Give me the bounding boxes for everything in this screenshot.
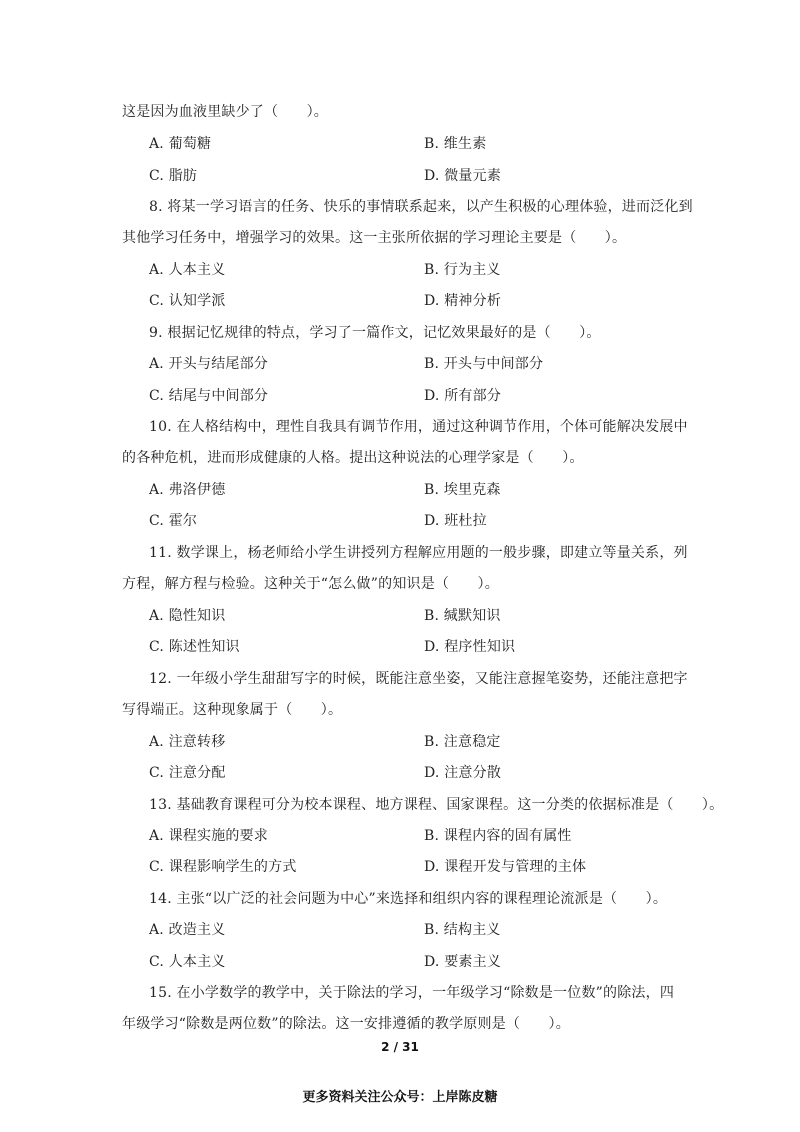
q7-option-b: B. 维生素 — [424, 136, 487, 152]
q7-option-c: C. 脂肪 — [149, 168, 198, 184]
q13-option-c: C. 课程影响学生的方式 — [149, 859, 297, 875]
q13-option-b: B. 课程内容的固有属性 — [424, 828, 572, 844]
q11-stem-line2: 方程，解方程与检验。这种关于“怎么做”的知识是（ ）。 — [122, 576, 499, 592]
q12-stem-line2: 写得端正。这种现象属于（ ）。 — [122, 702, 343, 718]
q7-option-a: A. 葡萄糖 — [149, 136, 212, 152]
q13-option-d: D. 课程开发与管理的主体 — [424, 859, 587, 875]
page-number: 2 / 31 — [381, 1040, 419, 1054]
q10-stem-line2: 的各种危机，进而形成健康的人格。提出这种说法的心理学家是（ ）。 — [122, 450, 584, 466]
q8-option-d: D. 精神分析 — [424, 293, 502, 309]
q14-option-d: D. 要素主义 — [424, 954, 502, 970]
q11-option-b: B. 缄默知识 — [424, 608, 501, 624]
q10-option-c: C. 霍尔 — [149, 513, 198, 529]
q10-option-b: B. 埃里克森 — [424, 482, 501, 498]
q9-stem-line1: 9. 根据记忆规律的特点，学习了一篇作文，记忆效果最好的是（ ）。 — [149, 325, 601, 341]
q10-stem-line1: 10. 在人格结构中，理性自我具有调节作用，通过这种调节作用，个体可能解决发展中 — [149, 419, 688, 435]
q11-option-d: D. 程序性知识 — [424, 639, 516, 655]
q9-option-b: B. 开头与中间部分 — [424, 356, 544, 372]
q12-option-d: D. 注意分散 — [424, 765, 502, 781]
q11-option-c: C. 陈述性知识 — [149, 639, 240, 655]
q8-stem-line2: 其他学习任务中，增强学习的效果。这一主张所依据的学习理论主要是（ ）。 — [122, 230, 627, 246]
q8-option-b: B. 行为主义 — [424, 262, 501, 278]
q13-option-a: A. 课程实施的要求 — [149, 828, 269, 844]
footer-note: 更多资料关注公众号：上岸陈皮糖 — [302, 1090, 498, 1105]
q7-stem-continued: 这是因为血液里缺少了（ ）。 — [122, 104, 328, 120]
q11-option-a: A. 隐性知识 — [149, 608, 226, 624]
q12-option-b: B. 注意稳定 — [424, 734, 501, 750]
q9-option-d: D. 所有部分 — [424, 388, 502, 404]
q10-option-a: A. 弗洛伊德 — [149, 482, 226, 498]
q15-stem-line2: 年级学习“除数是两位数”的除法。这一安排遵循的教学原则是（ ）。 — [122, 1016, 570, 1032]
q12-stem-line1: 12. 一年级小学生甜甜写字的时候，既能注意坐姿，又能注意握笔姿势，还能注意把字 — [149, 671, 688, 687]
q12-option-c: C. 注意分配 — [149, 765, 226, 781]
q8-stem-line1: 8. 将某一学习语言的任务、快乐的事情联系起来，以产生积极的心理体验，进而泛化到 — [149, 199, 693, 215]
q9-option-c: C. 结尾与中间部分 — [149, 388, 269, 404]
q8-option-a: A. 人本主义 — [149, 262, 226, 278]
q7-option-d: D. 微量元素 — [424, 168, 502, 184]
q11-stem-line1: 11. 数学课上，杨老师给小学生讲授列方程解应用题的一般步骤，即建立等量关系，列 — [149, 545, 688, 561]
q14-option-c: C. 人本主义 — [149, 954, 226, 970]
q14-option-b: B. 结构主义 — [424, 922, 501, 938]
q10-option-d: D. 班杜拉 — [424, 513, 487, 529]
q12-option-a: A. 注意转移 — [149, 734, 226, 750]
q14-stem-line1: 14. 主张“以广泛的社会问题为中心”来选择和组织内容的课程理论流派是（ ）。 — [149, 891, 668, 907]
q8-option-c: C. 认知学派 — [149, 293, 226, 309]
q14-option-a: A. 改造主义 — [149, 922, 226, 938]
q13-stem-line1: 13. 基础教育课程可分为校本课程、地方课程、国家课程。这一分类的依据标准是（ ）。 — [149, 797, 724, 813]
q15-stem-line1: 15. 在小学数学的教学中，关于除法的学习，一年级学习“除数是一位数”的除法，四 — [149, 985, 675, 1001]
q9-option-a: A. 开头与结尾部分 — [149, 356, 269, 372]
